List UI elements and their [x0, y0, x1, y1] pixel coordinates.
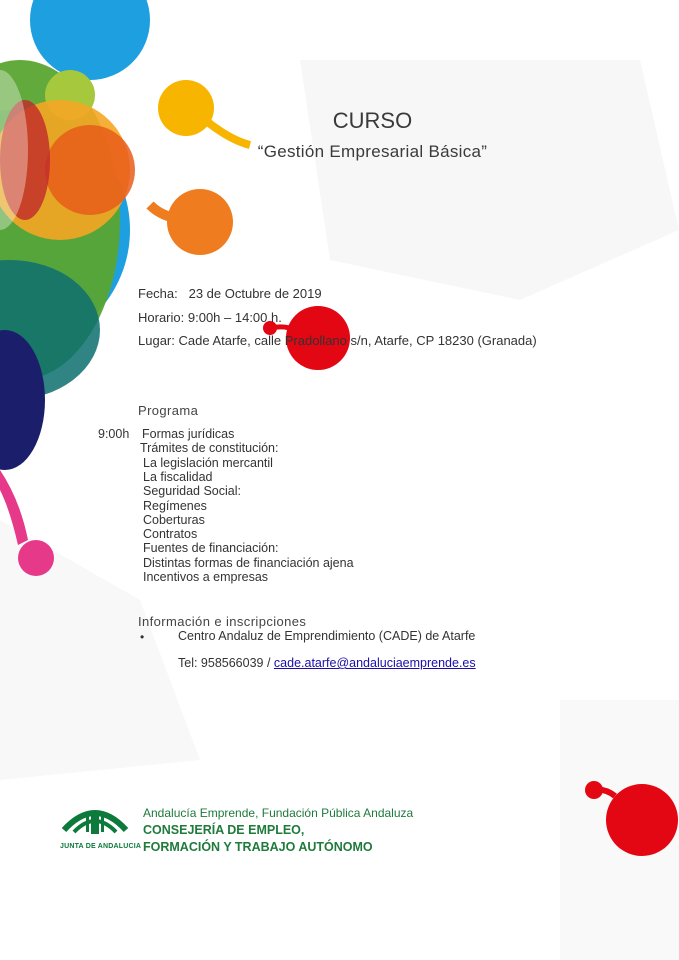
fecha-label: Fecha:: [138, 286, 178, 301]
email-link[interactable]: cade.atarfe@andaluciaemprende.es: [273, 656, 476, 670]
fecha-value: 23 de Octubre de 2019: [188, 286, 322, 301]
junta-andalucia-logo: [60, 800, 130, 842]
logo-caption: JUNTA DE ANDALUCIA: [60, 843, 142, 850]
programa-item: Coberturas: [143, 513, 205, 527]
footer-line-3: FORMACIÓN Y TRABAJO AUTÓNOMO: [143, 840, 373, 854]
course-subtitle: “Gestión Empresarial Básica”: [257, 142, 488, 161]
programa-item: Incentivos a empresas: [143, 570, 269, 584]
programa-item: Contratos: [143, 527, 198, 541]
phone-text: Tel: 958566039 /: [178, 656, 274, 670]
fecha-row: [138, 286, 322, 301]
footer-line-1: Andalucía Emprende, Fundación Pública Andaluza: [143, 806, 414, 820]
programa-item: Regímenes: [143, 499, 207, 513]
inscripciones-heading: Información e inscripciones: [138, 614, 307, 629]
lugar-label: Lugar:: [138, 333, 175, 348]
programa-item: Seguridad Social:: [143, 484, 241, 498]
horario-value: 9:00h – 14:00 h.: [187, 310, 282, 325]
programa-item: Trámites de constitución:: [140, 441, 279, 455]
programa-item: La fiscalidad: [143, 470, 213, 484]
page-title: CURSO: [332, 108, 413, 133]
programa-heading: Programa: [138, 403, 199, 418]
horario-row: [138, 310, 282, 325]
centro-name: Centro Andaluz de Emprendimiento (CADE) de Atarfe: [178, 629, 476, 643]
programa-item: Distintas formas de financiación ajena: [143, 556, 354, 570]
footer-line-2: CONSEJERÍA DE EMPLEO,: [143, 823, 305, 837]
programa-item: La legislación mercantil: [143, 456, 273, 470]
programa-item: Fuentes de financiación:: [143, 541, 279, 555]
horario-label: Horario:: [138, 310, 185, 325]
lugar-row: [138, 333, 537, 348]
lugar-value: Cade Atarfe, calle Pradollano s/n, Atarfe, CP 18230 (Granada): [178, 333, 537, 348]
bullet-marker: •: [140, 630, 145, 644]
programa-item: Formas jurídicas: [142, 427, 235, 441]
programa-time: 9:00h: [98, 427, 130, 441]
contact-line: [178, 656, 476, 670]
